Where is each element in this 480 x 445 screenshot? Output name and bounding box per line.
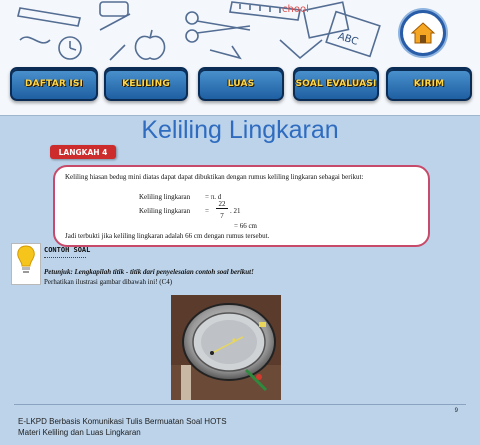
fraction-numerator: 22 (218, 200, 226, 208)
lightbulb-icon (16, 244, 36, 276)
bedug-illustration (171, 295, 281, 400)
formula-value-1: = π. d (205, 193, 222, 201)
doodle-text: ABC (336, 31, 360, 48)
ruler-icon (18, 2, 300, 26)
step-label: LANGKAH 4 (50, 145, 116, 159)
card-intro: Keliling hiasan bedug mini diatas dapat dapat dibuktikan dengan rumus keliling lingkaran sebagai berikut: (65, 173, 364, 181)
lightbulb-badge (11, 243, 41, 285)
bedug-photo (171, 295, 281, 400)
clock-icon (59, 37, 81, 59)
scissors-icon (186, 12, 250, 42)
nav-daftar-isi-button[interactable]: DAFTAR ISI (10, 67, 98, 101)
nav-soal-evaluasi-button[interactable]: SOAL EVALUASI (293, 67, 379, 101)
fraction-bar (216, 208, 228, 209)
page-number: 9 (454, 408, 458, 414)
page-title: Keliling Lingkaran (141, 116, 339, 144)
header-banner (0, 0, 480, 116)
apple-icon (135, 30, 164, 59)
formula-label-1: Keliling lingkaran (139, 193, 191, 201)
example-title-underline (44, 257, 86, 258)
formula-label-2: Keliling lingkaran (139, 207, 191, 215)
book-icon (304, 2, 380, 56)
home-icon (410, 21, 436, 45)
footer-line-1: E-LKPD Berbasis Komunikasi Tulis Bermuatan Soal HOTS (18, 417, 227, 426)
doodle-text: chool (282, 4, 309, 15)
main-nav (8, 67, 472, 99)
home-button[interactable] (400, 10, 446, 56)
fraction-denominator: 7 (220, 212, 224, 220)
formula-equals: = (205, 207, 209, 215)
footer-divider (14, 404, 466, 405)
card-conclusion: Jadi terbukti jika keliling lingkaran adalah 66 cm dengan rumus tersebut. (65, 232, 270, 240)
footer-line-2: Materi Keliling dan Luas Lingkaran (18, 428, 141, 437)
formula-result: = 66 cm (234, 222, 257, 230)
formula-tail: . 21 (230, 207, 241, 215)
nav-kirim-button[interactable]: KIRIM (386, 67, 472, 101)
example-title: CONTOH SOAL (44, 246, 91, 254)
example-instruction: Petunjuk: Lengkapilah titik - titik dari penyelesaian contoh soal berikut! (44, 268, 254, 276)
explanation-card (53, 165, 430, 247)
example-note: Perhatikan ilustrasi gambar dibawah ini! (C4) (44, 278, 173, 286)
nav-luas-button[interactable]: LUAS (198, 67, 284, 101)
nav-keliling-button[interactable]: KELILING (104, 67, 188, 101)
